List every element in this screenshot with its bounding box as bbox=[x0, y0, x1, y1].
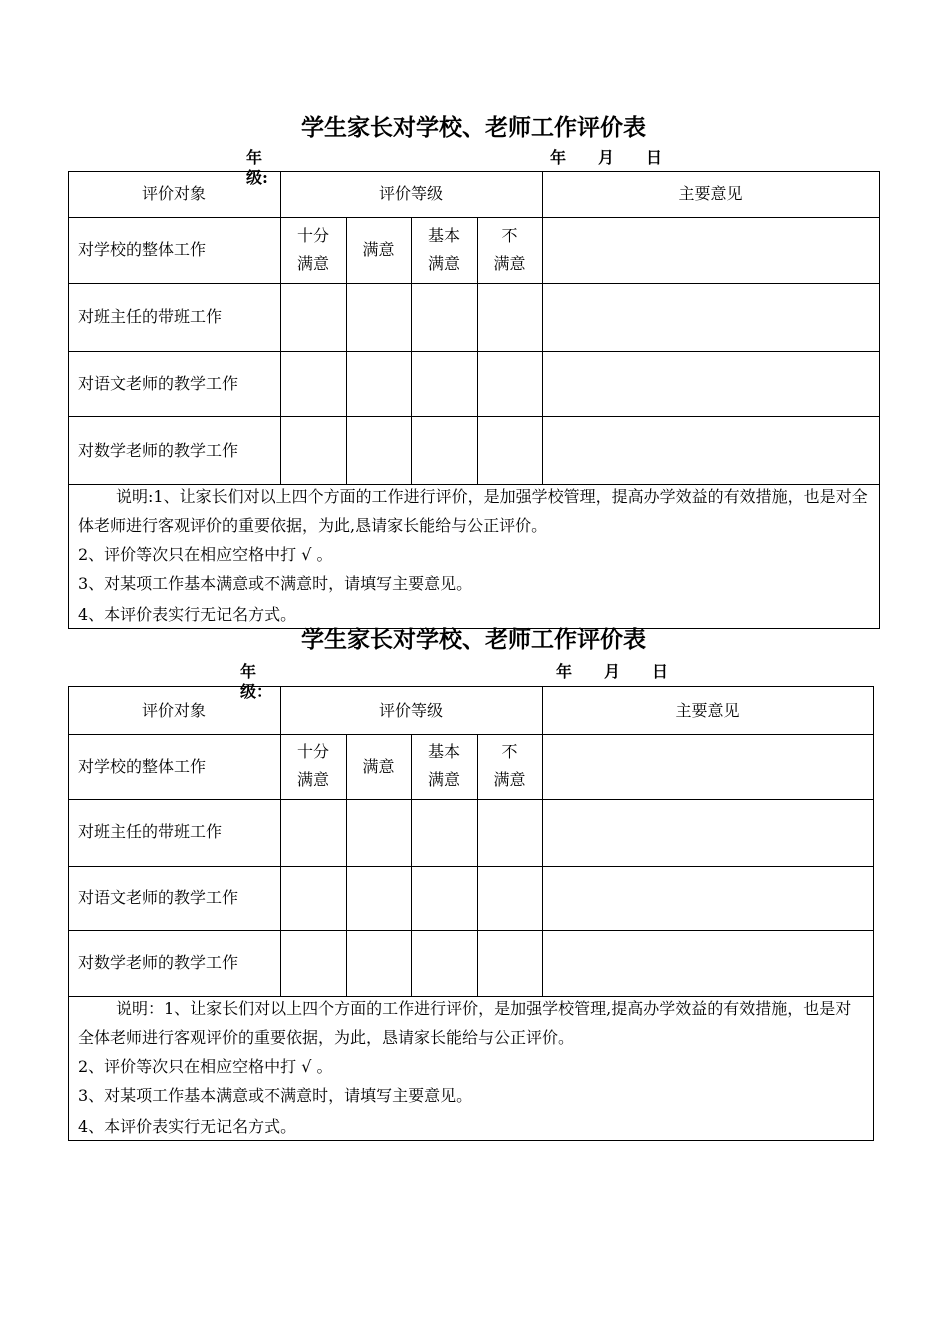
row-chinese-teacher: 对语文老师的教学工作 bbox=[78, 888, 239, 907]
note-3: 3、对某项工作基本满意或不满意时，请填写主要意见。 bbox=[78, 1086, 473, 1105]
header-level: 评价等级 bbox=[378, 701, 443, 720]
row-math-teacher: 对数学老师的教学工作 bbox=[78, 441, 239, 460]
row-head-teacher: 对班主任的带班工作 bbox=[78, 822, 223, 841]
row-head-teacher: 对班主任的带班工作 bbox=[78, 307, 223, 326]
date-label: 年 月 日 bbox=[556, 662, 669, 681]
note-1: 说明：1、让家长们对以上四个方面的工作进行评价，是加强学校管理,提高办学效益的有效措施，也是对全体老师进行客观评价的重要依据，为此，恳请家长能给与公正评价。 bbox=[78, 999, 852, 1047]
form-title: 学生家长对学校、老师工作评价表 bbox=[301, 114, 646, 141]
level-basically-satisfied: 基本 满意 bbox=[427, 742, 460, 789]
form-title: 学生家长对学校、老师工作评价表 bbox=[301, 626, 646, 653]
header-opinion: 主要意见 bbox=[675, 701, 740, 720]
level-not-satisfied: 不 满意 bbox=[493, 226, 526, 273]
level-very-satisfied: 十分 满意 bbox=[296, 742, 329, 789]
grade-label: 年级： bbox=[240, 662, 273, 701]
row-school-overall: 对学校的整体工作 bbox=[78, 757, 207, 776]
notes-block bbox=[78, 482, 868, 629]
note-4: 4、本评价表实行无记名方式。 bbox=[78, 605, 297, 624]
header-object: 评价对象 bbox=[141, 701, 206, 720]
date-label: 年 月 日 bbox=[550, 148, 663, 167]
level-not-satisfied: 不 满意 bbox=[493, 742, 526, 789]
level-satisfied: 满意 bbox=[362, 757, 395, 776]
note-2: 2、评价等次只在相应空格中打 √ 。 bbox=[78, 545, 333, 564]
row-school-overall: 对学校的整体工作 bbox=[78, 240, 207, 259]
row-math-teacher: 对数学老师的教学工作 bbox=[78, 953, 239, 972]
note-3: 3、对某项工作基本满意或不满意时，请填写主要意见。 bbox=[78, 574, 473, 593]
note-4: 4、本评价表实行无记名方式。 bbox=[78, 1117, 297, 1136]
header-object: 评价对象 bbox=[141, 184, 206, 203]
header-level: 评价等级 bbox=[378, 184, 443, 203]
grade-label: 年级: bbox=[246, 148, 268, 187]
level-very-satisfied: 十分 满意 bbox=[296, 226, 329, 273]
header-opinion: 主要意见 bbox=[678, 184, 743, 203]
level-basically-satisfied: 基本 满意 bbox=[427, 226, 460, 273]
level-satisfied: 满意 bbox=[362, 240, 395, 259]
note-1: 说明:1、让家长们对以上四个方面的工作进行评价，是加强学校管理，提高办学效益的有效措施，也是对全体老师进行客观评价的重要依据，为此,恳请家长能给与公正评价。 bbox=[78, 487, 868, 535]
note-2: 2、评价等次只在相应空格中打 √ 。 bbox=[78, 1057, 333, 1076]
notes-block bbox=[78, 994, 864, 1141]
row-chinese-teacher: 对语文老师的教学工作 bbox=[78, 374, 239, 393]
